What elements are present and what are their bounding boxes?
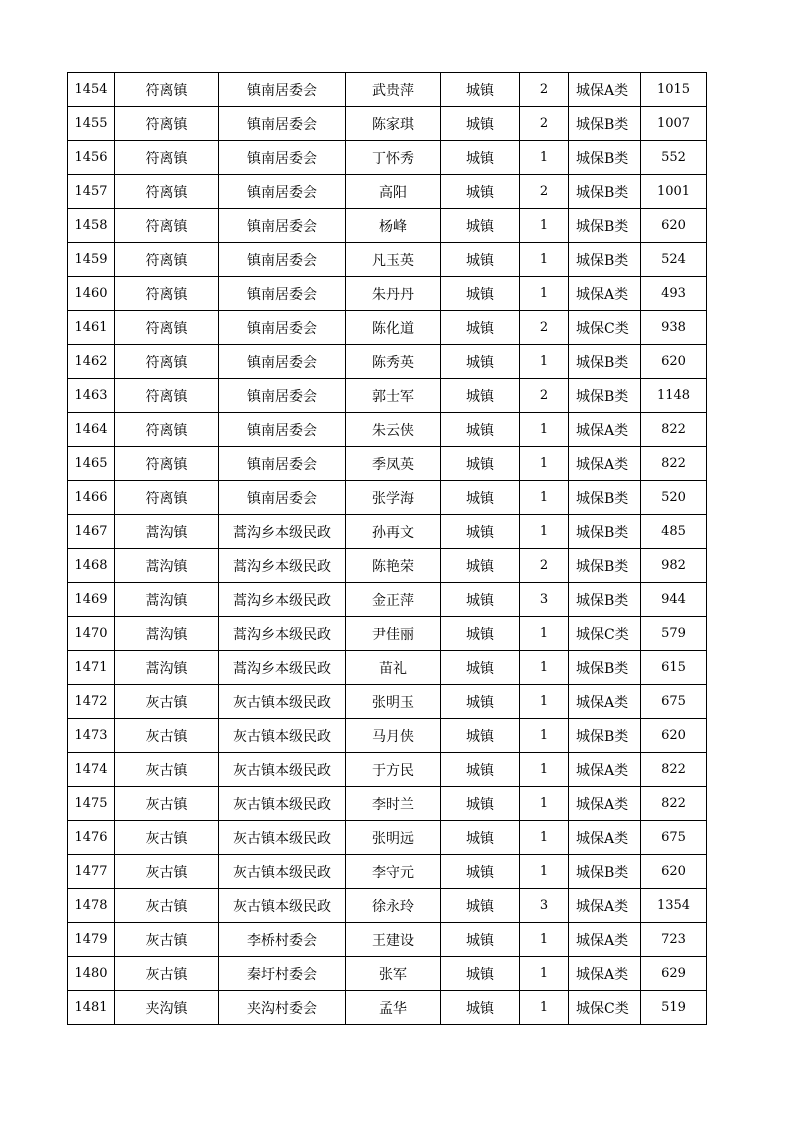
town-cell: 符离镇 bbox=[115, 311, 219, 345]
household-size-cell: 3 bbox=[520, 583, 569, 617]
name-cell: 马月侠 bbox=[346, 719, 441, 753]
committee-cell: 镇南居委会 bbox=[219, 209, 346, 243]
name-cell: 孙再文 bbox=[346, 515, 441, 549]
table-row bbox=[68, 651, 707, 685]
town-cell: 灰古镇 bbox=[115, 787, 219, 821]
table-row bbox=[68, 73, 707, 107]
serial-number-cell: 1467 bbox=[68, 515, 115, 549]
category-cell: 城保A类 bbox=[569, 957, 641, 991]
town-cell: 符离镇 bbox=[115, 107, 219, 141]
serial-number-cell: 1461 bbox=[68, 311, 115, 345]
area-type-cell: 城镇 bbox=[441, 379, 520, 413]
serial-number-cell: 1455 bbox=[68, 107, 115, 141]
name-cell: 金正萍 bbox=[346, 583, 441, 617]
name-cell: 丁怀秀 bbox=[346, 141, 441, 175]
table-row bbox=[68, 175, 707, 209]
category-cell: 城保C类 bbox=[569, 311, 641, 345]
committee-cell: 蒿沟乡本级民政 bbox=[219, 651, 346, 685]
amount-cell: 675 bbox=[641, 821, 707, 855]
name-cell: 孟华 bbox=[346, 991, 441, 1025]
town-cell: 符离镇 bbox=[115, 141, 219, 175]
serial-number-cell: 1469 bbox=[68, 583, 115, 617]
amount-cell: 822 bbox=[641, 787, 707, 821]
household-size-cell: 1 bbox=[520, 719, 569, 753]
area-type-cell: 城镇 bbox=[441, 515, 520, 549]
category-cell: 城保B类 bbox=[569, 549, 641, 583]
table-row bbox=[68, 821, 707, 855]
name-cell: 郭士军 bbox=[346, 379, 441, 413]
name-cell: 张明远 bbox=[346, 821, 441, 855]
committee-cell: 灰古镇本级民政 bbox=[219, 821, 346, 855]
committee-cell: 蒿沟乡本级民政 bbox=[219, 617, 346, 651]
amount-cell: 822 bbox=[641, 413, 707, 447]
amount-cell: 675 bbox=[641, 685, 707, 719]
name-cell: 徐永玲 bbox=[346, 889, 441, 923]
town-cell: 符离镇 bbox=[115, 413, 219, 447]
serial-number-cell: 1465 bbox=[68, 447, 115, 481]
town-cell: 蒿沟镇 bbox=[115, 617, 219, 651]
area-type-cell: 城镇 bbox=[441, 481, 520, 515]
table-row bbox=[68, 889, 707, 923]
household-size-cell: 1 bbox=[520, 957, 569, 991]
household-size-cell: 1 bbox=[520, 209, 569, 243]
name-cell: 陈家琪 bbox=[346, 107, 441, 141]
amount-cell: 620 bbox=[641, 719, 707, 753]
category-cell: 城保A类 bbox=[569, 277, 641, 311]
household-size-cell: 1 bbox=[520, 141, 569, 175]
amount-cell: 982 bbox=[641, 549, 707, 583]
name-cell: 李守元 bbox=[346, 855, 441, 889]
household-size-cell: 2 bbox=[520, 379, 569, 413]
area-type-cell: 城镇 bbox=[441, 583, 520, 617]
amount-cell: 519 bbox=[641, 991, 707, 1025]
committee-cell: 灰古镇本级民政 bbox=[219, 753, 346, 787]
name-cell: 朱丹丹 bbox=[346, 277, 441, 311]
serial-number-cell: 1475 bbox=[68, 787, 115, 821]
area-type-cell: 城镇 bbox=[441, 651, 520, 685]
area-type-cell: 城镇 bbox=[441, 311, 520, 345]
town-cell: 灰古镇 bbox=[115, 923, 219, 957]
amount-cell: 579 bbox=[641, 617, 707, 651]
serial-number-cell: 1470 bbox=[68, 617, 115, 651]
amount-cell: 620 bbox=[641, 855, 707, 889]
name-cell: 陈秀英 bbox=[346, 345, 441, 379]
table-row bbox=[68, 991, 707, 1025]
name-cell: 凡玉英 bbox=[346, 243, 441, 277]
category-cell: 城保B类 bbox=[569, 345, 641, 379]
area-type-cell: 城镇 bbox=[441, 209, 520, 243]
category-cell: 城保B类 bbox=[569, 515, 641, 549]
amount-cell: 1007 bbox=[641, 107, 707, 141]
table-row bbox=[68, 549, 707, 583]
table-row bbox=[68, 481, 707, 515]
town-cell: 蒿沟镇 bbox=[115, 651, 219, 685]
household-size-cell: 1 bbox=[520, 515, 569, 549]
table-row bbox=[68, 617, 707, 651]
table-row bbox=[68, 855, 707, 889]
category-cell: 城保B类 bbox=[569, 379, 641, 413]
household-size-cell: 1 bbox=[520, 855, 569, 889]
household-size-cell: 1 bbox=[520, 685, 569, 719]
category-cell: 城保B类 bbox=[569, 481, 641, 515]
table-row bbox=[68, 957, 707, 991]
serial-number-cell: 1479 bbox=[68, 923, 115, 957]
area-type-cell: 城镇 bbox=[441, 413, 520, 447]
serial-number-cell: 1478 bbox=[68, 889, 115, 923]
serial-number-cell: 1466 bbox=[68, 481, 115, 515]
amount-cell: 938 bbox=[641, 311, 707, 345]
household-size-cell: 1 bbox=[520, 991, 569, 1025]
household-size-cell: 2 bbox=[520, 549, 569, 583]
serial-number-cell: 1476 bbox=[68, 821, 115, 855]
assistance-table bbox=[67, 72, 707, 1025]
household-size-cell: 2 bbox=[520, 175, 569, 209]
table-row bbox=[68, 583, 707, 617]
household-size-cell: 2 bbox=[520, 311, 569, 345]
amount-cell: 620 bbox=[641, 209, 707, 243]
area-type-cell: 城镇 bbox=[441, 923, 520, 957]
amount-cell: 524 bbox=[641, 243, 707, 277]
committee-cell: 李桥村委会 bbox=[219, 923, 346, 957]
serial-number-cell: 1477 bbox=[68, 855, 115, 889]
name-cell: 张明玉 bbox=[346, 685, 441, 719]
town-cell: 符离镇 bbox=[115, 481, 219, 515]
committee-cell: 镇南居委会 bbox=[219, 243, 346, 277]
serial-number-cell: 1464 bbox=[68, 413, 115, 447]
name-cell: 武贵萍 bbox=[346, 73, 441, 107]
household-size-cell: 1 bbox=[520, 481, 569, 515]
amount-cell: 629 bbox=[641, 957, 707, 991]
area-type-cell: 城镇 bbox=[441, 991, 520, 1025]
amount-cell: 1015 bbox=[641, 73, 707, 107]
serial-number-cell: 1473 bbox=[68, 719, 115, 753]
name-cell: 于方民 bbox=[346, 753, 441, 787]
category-cell: 城保A类 bbox=[569, 787, 641, 821]
amount-cell: 822 bbox=[641, 753, 707, 787]
table-row bbox=[68, 413, 707, 447]
serial-number-cell: 1463 bbox=[68, 379, 115, 413]
committee-cell: 镇南居委会 bbox=[219, 447, 346, 481]
area-type-cell: 城镇 bbox=[441, 957, 520, 991]
amount-cell: 1001 bbox=[641, 175, 707, 209]
committee-cell: 灰古镇本级民政 bbox=[219, 787, 346, 821]
name-cell: 张学海 bbox=[346, 481, 441, 515]
town-cell: 符离镇 bbox=[115, 73, 219, 107]
category-cell: 城保C类 bbox=[569, 991, 641, 1025]
category-cell: 城保A类 bbox=[569, 447, 641, 481]
amount-cell: 493 bbox=[641, 277, 707, 311]
area-type-cell: 城镇 bbox=[441, 447, 520, 481]
town-cell: 蒿沟镇 bbox=[115, 549, 219, 583]
town-cell: 灰古镇 bbox=[115, 821, 219, 855]
household-size-cell: 1 bbox=[520, 345, 569, 379]
town-cell: 符离镇 bbox=[115, 379, 219, 413]
committee-cell: 镇南居委会 bbox=[219, 481, 346, 515]
area-type-cell: 城镇 bbox=[441, 719, 520, 753]
committee-cell: 夹沟村委会 bbox=[219, 991, 346, 1025]
town-cell: 符离镇 bbox=[115, 447, 219, 481]
name-cell: 王建设 bbox=[346, 923, 441, 957]
committee-cell: 灰古镇本级民政 bbox=[219, 719, 346, 753]
table-row bbox=[68, 515, 707, 549]
amount-cell: 485 bbox=[641, 515, 707, 549]
household-size-cell: 1 bbox=[520, 447, 569, 481]
town-cell: 灰古镇 bbox=[115, 889, 219, 923]
name-cell: 朱云侠 bbox=[346, 413, 441, 447]
town-cell: 灰古镇 bbox=[115, 855, 219, 889]
household-size-cell: 1 bbox=[520, 617, 569, 651]
table-row bbox=[68, 379, 707, 413]
committee-cell: 秦圩村委会 bbox=[219, 957, 346, 991]
category-cell: 城保A类 bbox=[569, 821, 641, 855]
committee-cell: 镇南居委会 bbox=[219, 311, 346, 345]
committee-cell: 镇南居委会 bbox=[219, 277, 346, 311]
household-size-cell: 3 bbox=[520, 889, 569, 923]
area-type-cell: 城镇 bbox=[441, 175, 520, 209]
town-cell: 夹沟镇 bbox=[115, 991, 219, 1025]
committee-cell: 镇南居委会 bbox=[219, 413, 346, 447]
town-cell: 符离镇 bbox=[115, 243, 219, 277]
table-row bbox=[68, 345, 707, 379]
committee-cell: 灰古镇本级民政 bbox=[219, 855, 346, 889]
town-cell: 灰古镇 bbox=[115, 685, 219, 719]
serial-number-cell: 1462 bbox=[68, 345, 115, 379]
amount-cell: 822 bbox=[641, 447, 707, 481]
household-size-cell: 1 bbox=[520, 787, 569, 821]
name-cell: 陈艳荣 bbox=[346, 549, 441, 583]
area-type-cell: 城镇 bbox=[441, 617, 520, 651]
town-cell: 蒿沟镇 bbox=[115, 515, 219, 549]
area-type-cell: 城镇 bbox=[441, 107, 520, 141]
table-row bbox=[68, 787, 707, 821]
area-type-cell: 城镇 bbox=[441, 277, 520, 311]
area-type-cell: 城镇 bbox=[441, 141, 520, 175]
serial-number-cell: 1481 bbox=[68, 991, 115, 1025]
table-body bbox=[68, 73, 707, 1025]
table-row bbox=[68, 311, 707, 345]
name-cell: 杨峰 bbox=[346, 209, 441, 243]
committee-cell: 镇南居委会 bbox=[219, 175, 346, 209]
household-size-cell: 1 bbox=[520, 243, 569, 277]
household-size-cell: 1 bbox=[520, 277, 569, 311]
table-row bbox=[68, 923, 707, 957]
category-cell: 城保B类 bbox=[569, 719, 641, 753]
household-size-cell: 1 bbox=[520, 923, 569, 957]
category-cell: 城保A类 bbox=[569, 923, 641, 957]
town-cell: 灰古镇 bbox=[115, 957, 219, 991]
serial-number-cell: 1471 bbox=[68, 651, 115, 685]
category-cell: 城保B类 bbox=[569, 107, 641, 141]
amount-cell: 723 bbox=[641, 923, 707, 957]
category-cell: 城保B类 bbox=[569, 243, 641, 277]
category-cell: 城保A类 bbox=[569, 413, 641, 447]
area-type-cell: 城镇 bbox=[441, 787, 520, 821]
amount-cell: 1148 bbox=[641, 379, 707, 413]
committee-cell: 灰古镇本级民政 bbox=[219, 889, 346, 923]
household-size-cell: 2 bbox=[520, 107, 569, 141]
household-size-cell: 1 bbox=[520, 753, 569, 787]
table-row bbox=[68, 243, 707, 277]
category-cell: 城保C类 bbox=[569, 617, 641, 651]
household-size-cell: 2 bbox=[520, 73, 569, 107]
town-cell: 灰古镇 bbox=[115, 753, 219, 787]
area-type-cell: 城镇 bbox=[441, 855, 520, 889]
serial-number-cell: 1457 bbox=[68, 175, 115, 209]
category-cell: 城保A类 bbox=[569, 685, 641, 719]
category-cell: 城保A类 bbox=[569, 889, 641, 923]
town-cell: 蒿沟镇 bbox=[115, 583, 219, 617]
committee-cell: 蒿沟乡本级民政 bbox=[219, 549, 346, 583]
category-cell: 城保B类 bbox=[569, 141, 641, 175]
table-row bbox=[68, 719, 707, 753]
amount-cell: 1354 bbox=[641, 889, 707, 923]
serial-number-cell: 1456 bbox=[68, 141, 115, 175]
table-row bbox=[68, 277, 707, 311]
area-type-cell: 城镇 bbox=[441, 821, 520, 855]
household-size-cell: 1 bbox=[520, 651, 569, 685]
document-page bbox=[67, 72, 707, 1025]
name-cell: 张军 bbox=[346, 957, 441, 991]
serial-number-cell: 1480 bbox=[68, 957, 115, 991]
category-cell: 城保B类 bbox=[569, 209, 641, 243]
amount-cell: 615 bbox=[641, 651, 707, 685]
area-type-cell: 城镇 bbox=[441, 889, 520, 923]
name-cell: 尹佳丽 bbox=[346, 617, 441, 651]
committee-cell: 蒿沟乡本级民政 bbox=[219, 515, 346, 549]
name-cell: 李时兰 bbox=[346, 787, 441, 821]
committee-cell: 镇南居委会 bbox=[219, 141, 346, 175]
area-type-cell: 城镇 bbox=[441, 685, 520, 719]
amount-cell: 520 bbox=[641, 481, 707, 515]
serial-number-cell: 1468 bbox=[68, 549, 115, 583]
amount-cell: 620 bbox=[641, 345, 707, 379]
table-row bbox=[68, 685, 707, 719]
amount-cell: 552 bbox=[641, 141, 707, 175]
category-cell: 城保B类 bbox=[569, 855, 641, 889]
table-row bbox=[68, 753, 707, 787]
town-cell: 灰古镇 bbox=[115, 719, 219, 753]
category-cell: 城保B类 bbox=[569, 651, 641, 685]
category-cell: 城保A类 bbox=[569, 753, 641, 787]
committee-cell: 蒿沟乡本级民政 bbox=[219, 583, 346, 617]
area-type-cell: 城镇 bbox=[441, 753, 520, 787]
committee-cell: 灰古镇本级民政 bbox=[219, 685, 346, 719]
name-cell: 高阳 bbox=[346, 175, 441, 209]
table-row bbox=[68, 141, 707, 175]
town-cell: 符离镇 bbox=[115, 345, 219, 379]
serial-number-cell: 1474 bbox=[68, 753, 115, 787]
household-size-cell: 1 bbox=[520, 413, 569, 447]
table-row bbox=[68, 209, 707, 243]
serial-number-cell: 1458 bbox=[68, 209, 115, 243]
committee-cell: 镇南居委会 bbox=[219, 379, 346, 413]
category-cell: 城保A类 bbox=[569, 73, 641, 107]
area-type-cell: 城镇 bbox=[441, 549, 520, 583]
category-cell: 城保B类 bbox=[569, 583, 641, 617]
area-type-cell: 城镇 bbox=[441, 73, 520, 107]
town-cell: 符离镇 bbox=[115, 175, 219, 209]
town-cell: 符离镇 bbox=[115, 277, 219, 311]
amount-cell: 944 bbox=[641, 583, 707, 617]
area-type-cell: 城镇 bbox=[441, 243, 520, 277]
committee-cell: 镇南居委会 bbox=[219, 345, 346, 379]
serial-number-cell: 1472 bbox=[68, 685, 115, 719]
town-cell: 符离镇 bbox=[115, 209, 219, 243]
name-cell: 陈化道 bbox=[346, 311, 441, 345]
committee-cell: 镇南居委会 bbox=[219, 73, 346, 107]
household-size-cell: 1 bbox=[520, 821, 569, 855]
serial-number-cell: 1460 bbox=[68, 277, 115, 311]
area-type-cell: 城镇 bbox=[441, 345, 520, 379]
name-cell: 季凤英 bbox=[346, 447, 441, 481]
serial-number-cell: 1459 bbox=[68, 243, 115, 277]
category-cell: 城保B类 bbox=[569, 175, 641, 209]
serial-number-cell: 1454 bbox=[68, 73, 115, 107]
committee-cell: 镇南居委会 bbox=[219, 107, 346, 141]
table-row bbox=[68, 107, 707, 141]
name-cell: 苗礼 bbox=[346, 651, 441, 685]
table-row bbox=[68, 447, 707, 481]
